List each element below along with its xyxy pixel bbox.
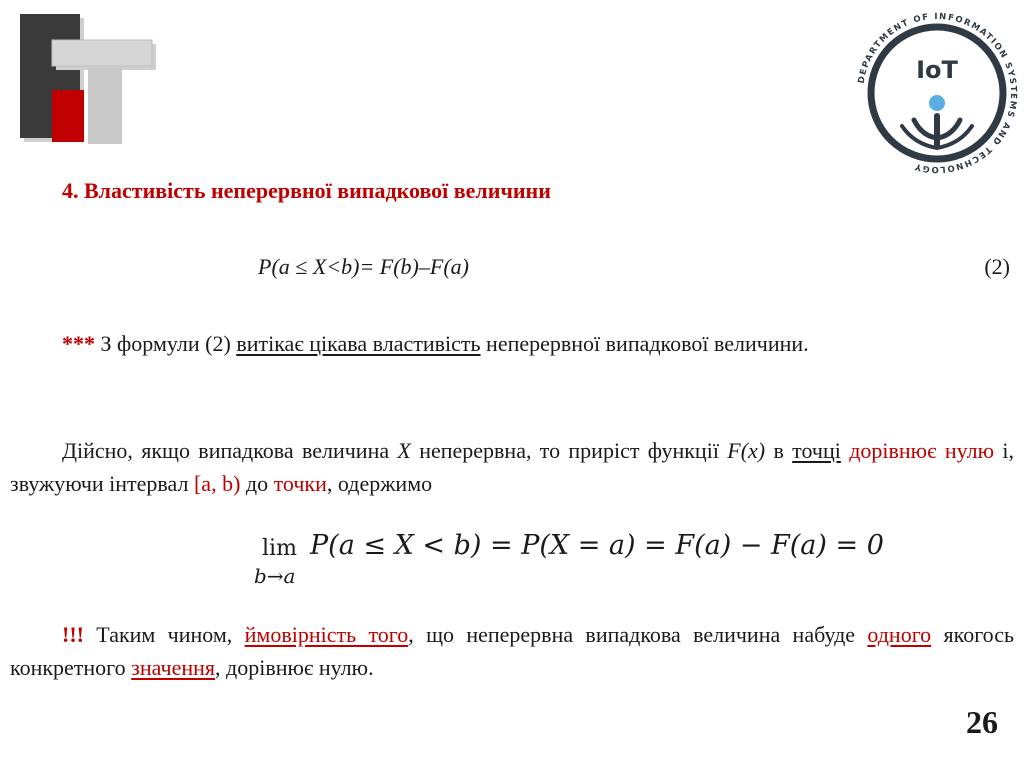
lim-word: lim xyxy=(262,536,297,561)
para3-text-3: якогось конкретного xyxy=(10,622,1015,680)
section-heading: 4. Властивість неперервної випадкової величини xyxy=(62,178,551,203)
para1-text-2: неперервної випадкової величини. xyxy=(480,331,809,356)
para2-text-5: і, звужуючи інтервал xyxy=(10,438,1015,496)
para3-one: одного xyxy=(867,622,932,647)
triple-star-mark: *** xyxy=(62,331,95,356)
paragraph-property xyxy=(10,327,1014,360)
para2-space xyxy=(841,438,849,463)
paragraph-indeed xyxy=(10,434,1014,500)
limit-formula xyxy=(250,526,884,588)
para2-text-6: до xyxy=(240,471,274,496)
iot-label: IoT xyxy=(916,56,958,84)
para2-point-underlined: точці xyxy=(792,438,841,463)
lim-expression: P(a ≤ X < b) = P(X = a) = F(a) − F(a) = 0 xyxy=(310,530,884,561)
para3-value: значення xyxy=(131,655,216,680)
para2-equals-zero: дорівнює нулю xyxy=(849,438,995,463)
iot-logo-icon xyxy=(852,8,1022,178)
para3-probability: ймовірність того xyxy=(244,622,409,647)
var-x: X xyxy=(397,438,411,463)
para2-point: точки xyxy=(273,471,327,496)
para1-text-1: З формули (2) xyxy=(95,331,237,356)
page-number: 26 xyxy=(966,704,998,740)
para2-text-1: Дійсно, якщо випадкова величина xyxy=(62,438,398,463)
para2-interval: [a, b) xyxy=(193,471,241,496)
formula-2: P(a ≤ X<b)= F(b)–F(a) xyxy=(258,254,469,279)
para2-text-7: , одержимо xyxy=(326,471,433,496)
paragraph-conclusion xyxy=(10,618,1014,684)
para3-text-1: Таким чином, xyxy=(83,622,245,647)
para3-text-4: , дорівнює нулю. xyxy=(215,655,374,680)
formula-number: (2) xyxy=(984,254,1010,279)
para2-text-3: в xyxy=(765,438,793,463)
para2-text-2: неперервна, то приріст функції xyxy=(410,438,728,463)
fit-logo-icon xyxy=(20,14,160,146)
lim-subscript: b→a xyxy=(254,564,296,588)
exclamation-mark: !!! xyxy=(62,622,84,647)
para1-underlined: витікає цікава властивість xyxy=(236,331,481,356)
iot-ring-text: DEPARTMENT OF INFORMATION SYSTEMS AND TECHNOLOGY xyxy=(856,11,1019,175)
para3-text-2: , що неперервна випадкова величина набуде xyxy=(408,622,868,647)
func-fx: F(x) xyxy=(727,438,766,463)
